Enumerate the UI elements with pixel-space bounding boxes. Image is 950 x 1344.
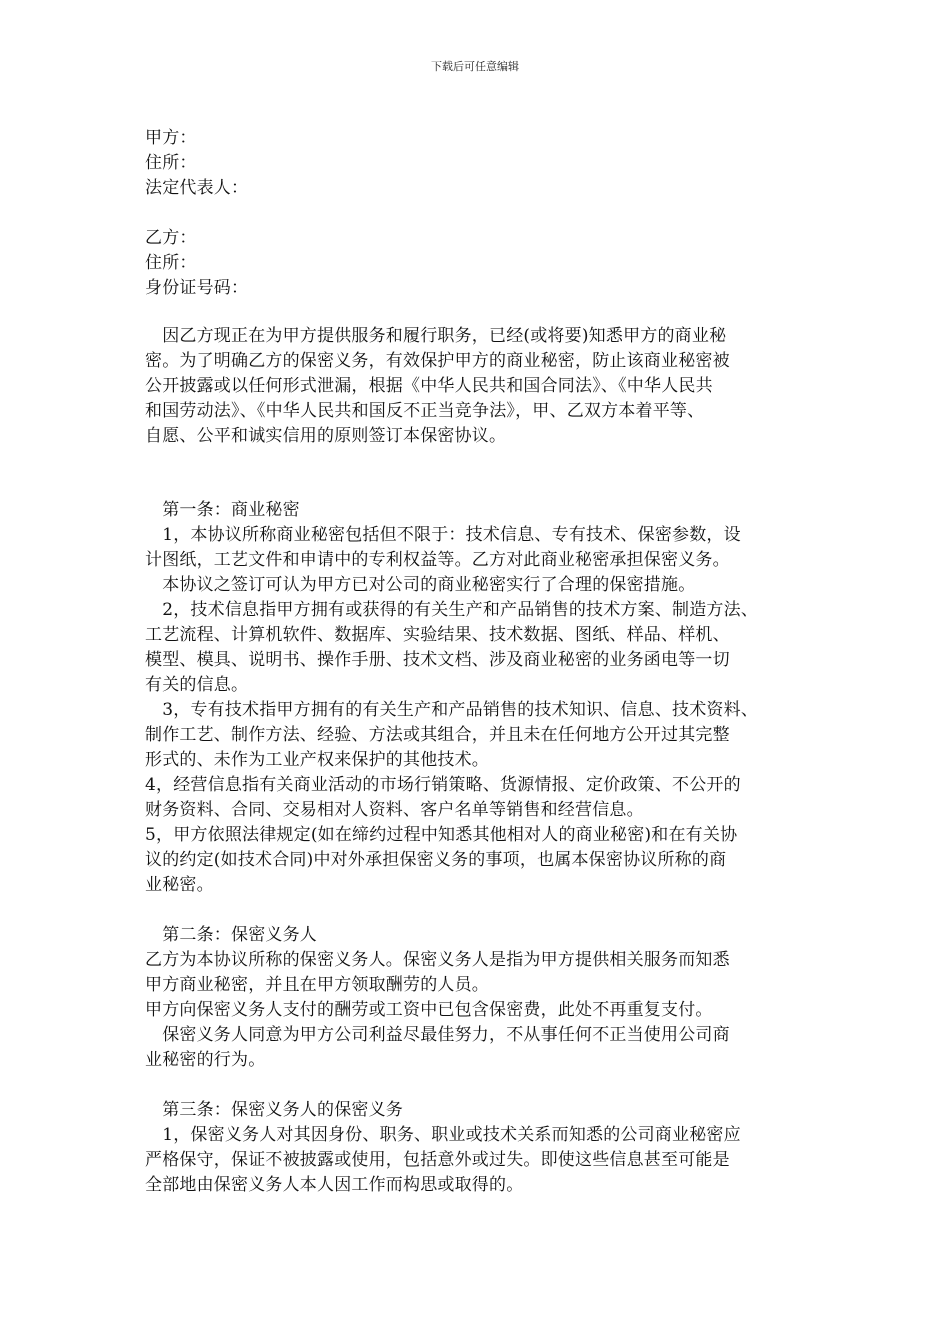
article1-line: 制作工艺、制作方法、经验、方法或其组合，并且未在任何地方公开过其完整: [145, 725, 730, 745]
article1-line: 5，甲方依照法律规定(如在缔约过程中知悉其他相对人的商业秘密)和在有关协: [145, 825, 738, 845]
article1-line: 形式的、未作为工业产权来保护的其他技术。: [145, 750, 489, 770]
article3-line: 严格保守，保证不被披露或使用，包括意外或过失。即使这些信息甚至可能是: [145, 1150, 730, 1170]
party-b-address: 住所：: [145, 253, 197, 273]
article1-line: 工艺流程、计算机软件、数据库、实验结果、技术数据、图纸、样品、样机、: [145, 625, 730, 645]
article2-line: 甲方向保密义务人支付的酬劳或工资中已包含保密费，此处不再重复支付。: [145, 1000, 713, 1020]
page-header: 下载后可任意编辑: [431, 60, 519, 73]
party-a-legal-rep: 法定代表人：: [145, 178, 249, 198]
article1-title: 第一条：商业秘密: [145, 500, 300, 520]
intro-line: 和国劳动法》、《中华人民共和国反不正当竞争法》，甲、乙双方本着平等、: [145, 401, 705, 421]
article1-line: 模型、模具、说明书、操作手册、技术文档、涉及商业秘密的业务函电等一切: [145, 650, 730, 670]
party-a-name: 甲方：: [145, 128, 197, 148]
intro-line: 公开披露或以任何形式泄漏，根据《中华人民共和国合同法》、《中华人民共: [145, 376, 713, 396]
article3-line: 1，保密义务人对其因身份、职务、职业或技术关系而知悉的公司商业秘密应: [145, 1125, 741, 1145]
party-b-name: 乙方：: [145, 228, 197, 248]
intro-line: 因乙方现正在为甲方提供服务和履行职务，已经(或将要)知悉甲方的商业秘: [145, 326, 727, 346]
article2-line: 保密义务人同意为甲方公司利益尽最佳努力，不从事任何不正当使用公司商: [145, 1025, 730, 1045]
article2-line: 乙方为本协议所称的保密义务人。保密义务人是指为甲方提供相关服务而知悉: [145, 950, 730, 970]
intro-line: 密。为了明确乙方的保密义务，有效保护甲方的商业秘密，防止该商业秘密被: [145, 351, 730, 371]
party-b-id-number: 身份证号码：: [145, 278, 249, 298]
article3-line: 全部地由保密义务人本人因工作而构思或取得的。: [145, 1175, 524, 1195]
article2-line: 业秘密的行为。: [145, 1050, 266, 1070]
article1-line: 2，技术信息指甲方拥有或获得的有关生产和产品销售的技术方案、制造方法、: [145, 600, 759, 620]
article1-line: 业秘密。: [145, 875, 214, 895]
article1-line: 议的约定(如技术合同)中对外承担保密义务的事项，也属本保密协议所称的商: [145, 850, 727, 870]
article1-line: 1，本协议所称商业秘密包括但不限于：技术信息、专有技术、保密参数，设: [145, 525, 741, 545]
article3-title: 第三条：保密义务人的保密义务: [145, 1100, 403, 1120]
article1-line: 财务资料、合同、交易相对人资料、客户名单等销售和经营信息。: [145, 800, 644, 820]
article1-line: 有关的信息。: [145, 675, 249, 695]
article1-line: 本协议之签订可认为甲方已对公司的商业秘密实行了合理的保密措施。: [145, 575, 696, 595]
article2-title: 第二条：保密义务人: [145, 925, 317, 945]
intro-line: 自愿、公平和诚实信用的原则签订本保密协议。: [145, 426, 507, 446]
article1-line: 4，经营信息指有关商业活动的市场行销策略、货源情报、定价政策、不公开的: [145, 775, 741, 795]
party-a-address: 住所：: [145, 153, 197, 173]
article1-line: 计图纸，工艺文件和申请中的专利权益等。乙方对此商业秘密承担保密义务。: [145, 550, 730, 570]
article2-line: 甲方商业秘密，并且在甲方领取酬劳的人员。: [145, 975, 489, 995]
article1-line: 3，专有技术指甲方拥有的有关生产和产品销售的技术知识、信息、技术资料、: [145, 700, 759, 720]
